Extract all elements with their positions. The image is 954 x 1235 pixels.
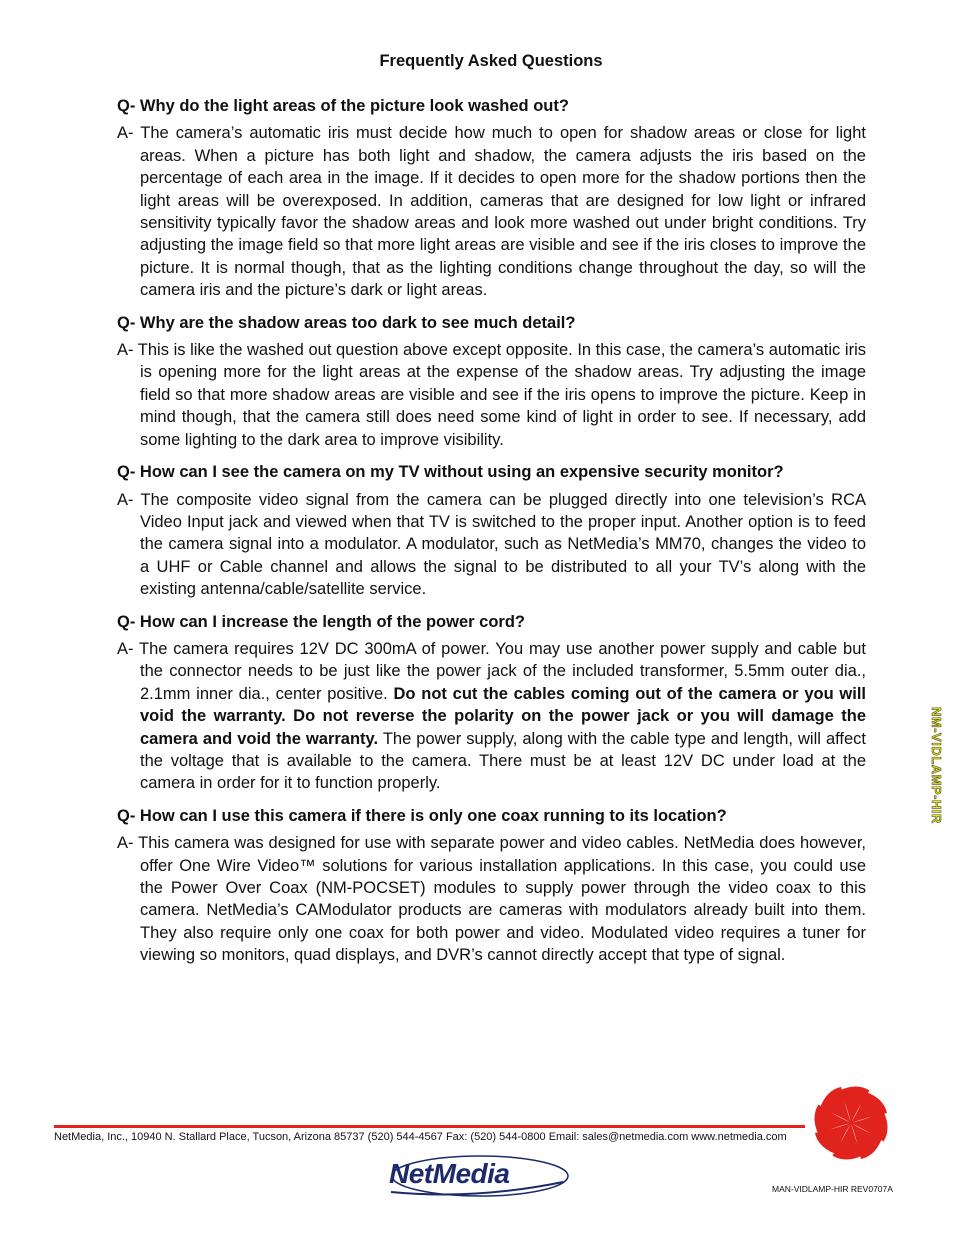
faq-answer [117,638,866,795]
faq-question: Q- How can I see the camera on my TV without using an expensive security monitor? [117,463,784,482]
page-title: Frequently Asked Questions [379,52,603,70]
side-product-code: NM-VIDLAMP-HIR [929,707,944,824]
footer-divider [54,1125,805,1128]
faq-item [117,95,866,302]
faq-answer: A- The camera’s automatic iris must decide how much to open for shadow areas or close for light areas. When a picture has both light and shadow, the camera adjusts the iris based on the percentage of each area in the image. If it decides to open more for the shadow portions then the light areas will be overexposed. In addition, cameras that are designed for low light or infrared sensitivity typically favor the shadow areas and look more washed out under bright conditions. Try adjusting the image field so that more light areas are visible and see if the iris closes to improve the picture. It is normal though, that as the lighting conditions change throughout the day, so will the camera iris and the picture’s dark or light areas. [117,124,866,300]
faq-question: Q- Why are the shadow areas too dark to see much detail? [117,313,576,332]
faq-answer: A- This camera was designed for use with separate power and video cables. NetMedia does however, offer One Wire Video™ solutions for various installation applications. In this case, you could use the Power Over Coax (NM-POCSET) modules to supply power through the video coax to this camera. NetMedia’s CAModulator products are cameras with modulators already built into them. They also require only one coax for both power and video. Modulated video requires a tuner for viewing so monitors, quad displays, and DVR’s cannot directly accept that type of signal. [117,834,866,965]
faq-answer-text: The power supply, along with the cable type and length, will affect the voltage that is available to the camera. There must be at least 12V DC under load at the camera in order for it to function properly. [140,729,866,793]
document-revision: MAN-VIDLAMP-HIR REV0707A [772,1184,893,1194]
faq-question: Q- How can I use this camera if there is only one coax running to its location? [117,806,727,825]
faq-item [117,805,866,967]
faq-answer-text: A- The camera requires 12V DC 300mA of power. You may use another power supply and cable but the connector needs to be just like the power jack of the included transformer, 5.5mm outer dia., 2.1mm inner dia., center positive. [117,639,866,703]
faq-answer: A- The composite video signal from the camera can be plugged directly into one television’s RCA Video Input jack and viewed when that TV is switched to the proper input. Another option is to feed the camera signal into a modulator. A modulator, such as NetMedia’s MM70, changes the video to a UHF or Cable channel and allows the signal to be distributed to all your TV’s along with the existing antenna/cable/satellite service. [117,490,866,599]
faq-question: Q- Why do the light areas of the picture look washed out? [117,97,569,115]
faq-item [117,461,866,600]
netmedia-logo [385,1152,570,1200]
faq-answer: A- This is like the washed out question above except opposite. In this case, the camera’s automatic iris is opening more for the light areas at the expense of the shadow areas. Try adjusting the image field so that more shadow areas are visible and see if the iris opens to improve the picture. Keep in mind though, that the camera still does need some kind of light in order to see. If necessary, add some lighting to the dark area to improve visibility. [117,341,866,449]
faq-list [117,95,866,977]
faq-item [117,611,866,795]
pinwheel-logo-icon [810,1082,892,1164]
logo-wordmark: NetMedia [389,1158,510,1189]
warranty-warning: Do not cut the cables coming out of the camera or you will void the warranty. Do not reverse the polarity on the power jack or you will damage the camera and void the warranty. [140,684,866,748]
faq-item [117,312,866,451]
footer-contact-info: NetMedia, Inc., 10940 N. Stallard Place, Tucson, Arizona 85737 (520) 544-4567 Fax: (520) 544-0800 Email: sales@netmedia.com www.netmedia.com [54,1131,787,1143]
faq-question: Q- How can I increase the length of the power cord? [117,612,525,631]
